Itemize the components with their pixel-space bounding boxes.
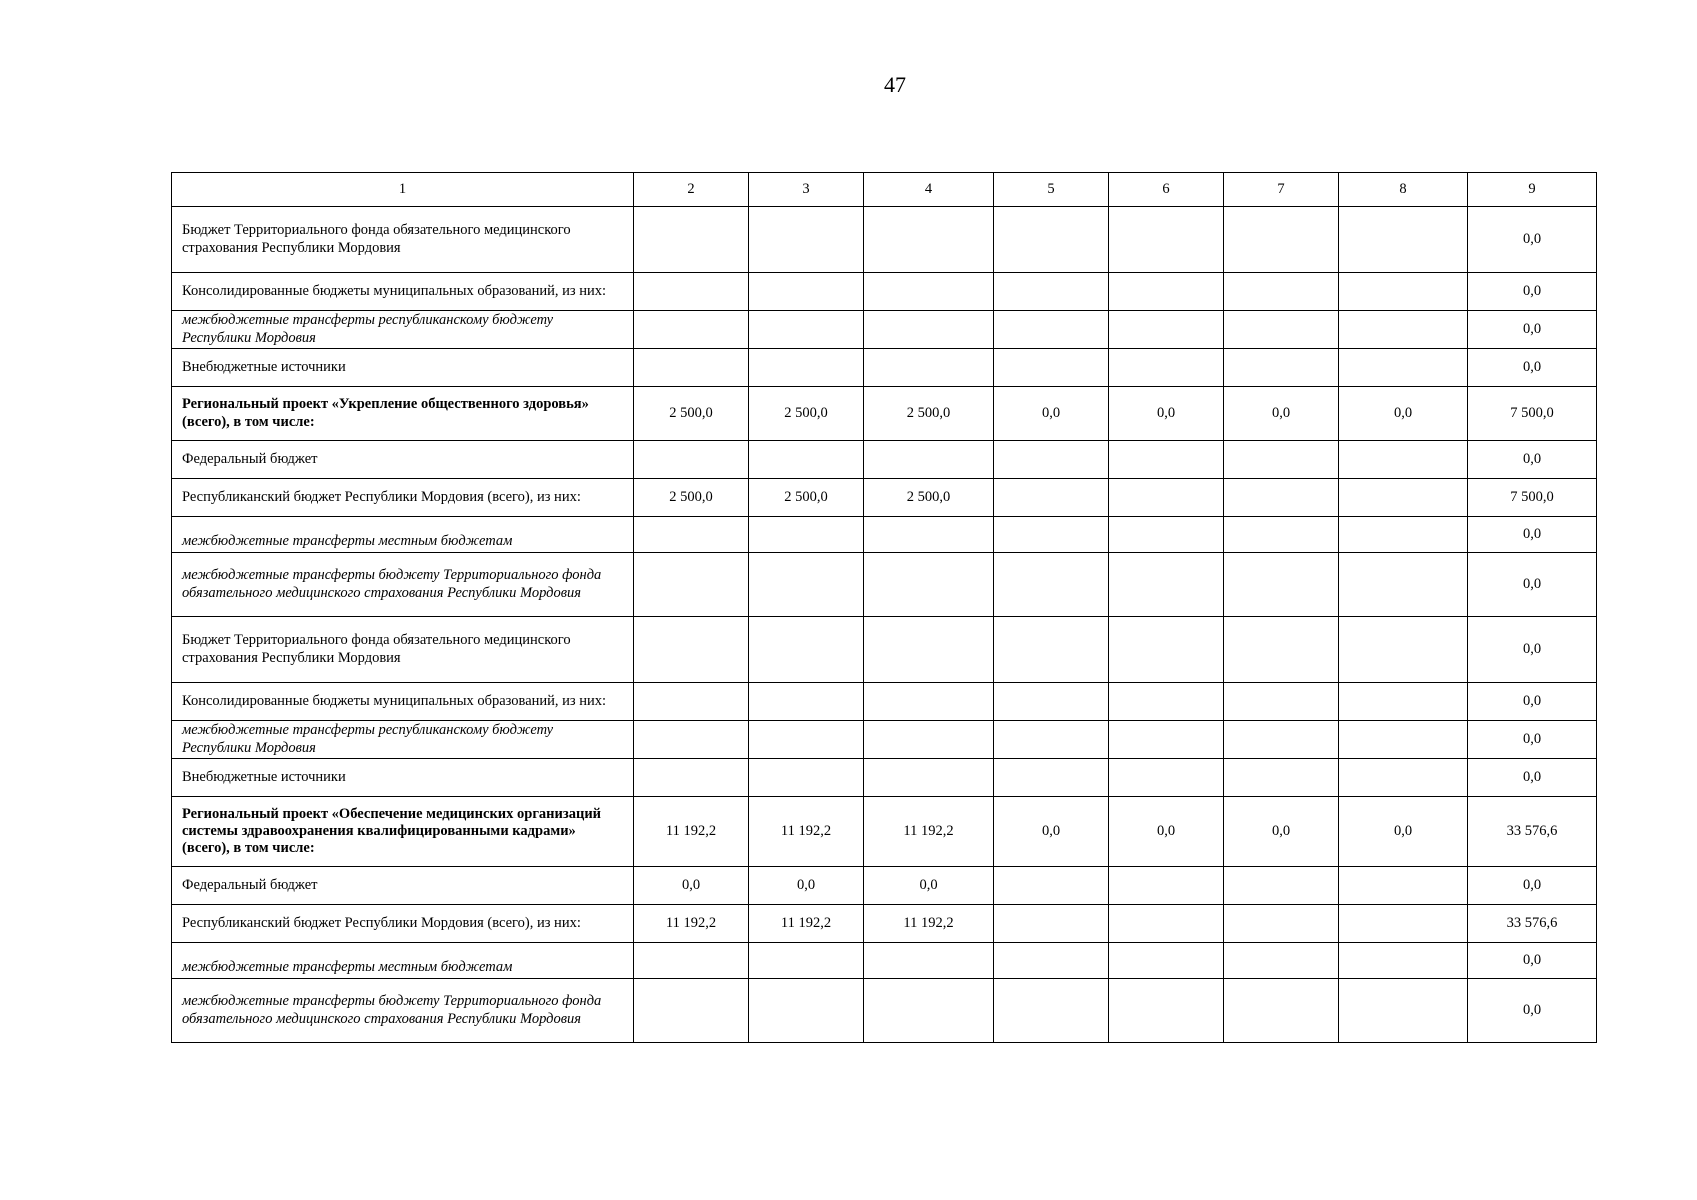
value-cell-col-9: 0,0 bbox=[1468, 441, 1597, 479]
value-cell-col-8 bbox=[1339, 553, 1468, 617]
value-cell-col-2 bbox=[634, 617, 749, 683]
column-header-7: 7 bbox=[1224, 173, 1339, 207]
value-cell-col-6 bbox=[1109, 759, 1224, 797]
value-cell-col-6 bbox=[1109, 683, 1224, 721]
value-cell-col-3 bbox=[749, 979, 864, 1043]
value-cell-col-5 bbox=[994, 311, 1109, 349]
row-label: Внебюджетные источники bbox=[172, 349, 634, 387]
column-header-4: 4 bbox=[864, 173, 994, 207]
value-cell-col-9: 7 500,0 bbox=[1468, 387, 1597, 441]
value-cell-col-7 bbox=[1224, 517, 1339, 553]
value-cell-col-4 bbox=[864, 273, 994, 311]
value-cell-col-8 bbox=[1339, 349, 1468, 387]
value-cell-col-7 bbox=[1224, 943, 1339, 979]
value-cell-col-4 bbox=[864, 553, 994, 617]
value-cell-col-4: 2 500,0 bbox=[864, 479, 994, 517]
value-cell-col-2 bbox=[634, 683, 749, 721]
value-cell-col-2 bbox=[634, 943, 749, 979]
row-label: межбюджетные трансферты бюджету Территориального фонда обязательного медицинского страхования Республики Мордовия bbox=[172, 553, 634, 617]
value-cell-col-6 bbox=[1109, 273, 1224, 311]
value-cell-col-6 bbox=[1109, 617, 1224, 683]
value-cell-col-4 bbox=[864, 349, 994, 387]
table-row bbox=[172, 867, 1597, 905]
value-cell-col-3: 0,0 bbox=[749, 867, 864, 905]
value-cell-col-2 bbox=[634, 441, 749, 479]
value-cell-col-3 bbox=[749, 721, 864, 759]
value-cell-col-2 bbox=[634, 759, 749, 797]
value-cell-col-2 bbox=[634, 273, 749, 311]
table-row bbox=[172, 759, 1597, 797]
value-cell-col-2 bbox=[634, 207, 749, 273]
value-cell-col-5 bbox=[994, 721, 1109, 759]
value-cell-col-2: 2 500,0 bbox=[634, 387, 749, 441]
value-cell-col-3: 2 500,0 bbox=[749, 387, 864, 441]
value-cell-col-2 bbox=[634, 979, 749, 1043]
row-label: Бюджет Территориального фонда обязательного медицинского страхования Республики Мордовия bbox=[172, 617, 634, 683]
budget-table bbox=[171, 172, 1597, 1043]
value-cell-col-9: 7 500,0 bbox=[1468, 479, 1597, 517]
row-label: Региональный проект «Обеспечение медицинских организаций системы здравоохранения квалифицированными кадрами» (всего), в том числе: bbox=[172, 797, 634, 867]
value-cell-col-6 bbox=[1109, 479, 1224, 517]
value-cell-col-5 bbox=[994, 349, 1109, 387]
value-cell-col-7 bbox=[1224, 441, 1339, 479]
value-cell-col-5 bbox=[994, 867, 1109, 905]
value-cell-col-8 bbox=[1339, 867, 1468, 905]
value-cell-col-6: 0,0 bbox=[1109, 797, 1224, 867]
table-row bbox=[172, 553, 1597, 617]
value-cell-col-4 bbox=[864, 721, 994, 759]
value-cell-col-9: 0,0 bbox=[1468, 683, 1597, 721]
value-cell-col-2: 11 192,2 bbox=[634, 797, 749, 867]
row-label: межбюджетные трансферты бюджету Территориального фонда обязательного медицинского страхования Республики Мордовия bbox=[172, 979, 634, 1043]
value-cell-col-6 bbox=[1109, 311, 1224, 349]
value-cell-col-7: 0,0 bbox=[1224, 387, 1339, 441]
table-row bbox=[172, 797, 1597, 867]
value-cell-col-7 bbox=[1224, 867, 1339, 905]
row-label: Региональный проект «Укрепление общественного здоровья» (всего), в том числе: bbox=[172, 387, 634, 441]
row-label: Консолидированные бюджеты муниципальных образований, из них: bbox=[172, 273, 634, 311]
value-cell-col-7: 0,0 bbox=[1224, 797, 1339, 867]
value-cell-col-8 bbox=[1339, 479, 1468, 517]
value-cell-col-9: 0,0 bbox=[1468, 979, 1597, 1043]
value-cell-col-3 bbox=[749, 273, 864, 311]
value-cell-col-9: 0,0 bbox=[1468, 867, 1597, 905]
row-label: межбюджетные трансферты республиканскому бюджету Республики Мордовия bbox=[172, 721, 634, 759]
value-cell-col-5 bbox=[994, 979, 1109, 1043]
value-cell-col-4 bbox=[864, 979, 994, 1043]
value-cell-col-8 bbox=[1339, 311, 1468, 349]
value-cell-col-8 bbox=[1339, 683, 1468, 721]
value-cell-col-4 bbox=[864, 617, 994, 683]
table-body bbox=[172, 173, 1597, 1043]
value-cell-col-8 bbox=[1339, 979, 1468, 1043]
row-label: межбюджетные трансферты республиканскому бюджету Республики Мордовия bbox=[172, 311, 634, 349]
value-cell-col-9: 0,0 bbox=[1468, 553, 1597, 617]
value-cell-col-7 bbox=[1224, 207, 1339, 273]
value-cell-col-6: 0,0 bbox=[1109, 387, 1224, 441]
value-cell-col-5 bbox=[994, 683, 1109, 721]
value-cell-col-6 bbox=[1109, 979, 1224, 1043]
value-cell-col-5 bbox=[994, 441, 1109, 479]
table-row bbox=[172, 479, 1597, 517]
value-cell-col-5 bbox=[994, 553, 1109, 617]
value-cell-col-4 bbox=[864, 759, 994, 797]
row-label: Бюджет Территориального фонда обязательного медицинского страхования Республики Мордовия bbox=[172, 207, 634, 273]
value-cell-col-4: 0,0 bbox=[864, 867, 994, 905]
value-cell-col-7 bbox=[1224, 759, 1339, 797]
value-cell-col-7 bbox=[1224, 273, 1339, 311]
value-cell-col-5: 0,0 bbox=[994, 387, 1109, 441]
value-cell-col-8 bbox=[1339, 517, 1468, 553]
value-cell-col-3 bbox=[749, 207, 864, 273]
value-cell-col-9: 0,0 bbox=[1468, 943, 1597, 979]
header-row bbox=[172, 173, 1597, 207]
value-cell-col-7 bbox=[1224, 617, 1339, 683]
value-cell-col-8 bbox=[1339, 759, 1468, 797]
value-cell-col-3 bbox=[749, 517, 864, 553]
value-cell-col-8 bbox=[1339, 721, 1468, 759]
value-cell-col-4: 11 192,2 bbox=[864, 905, 994, 943]
value-cell-col-9: 0,0 bbox=[1468, 273, 1597, 311]
value-cell-col-6 bbox=[1109, 553, 1224, 617]
value-cell-col-7 bbox=[1224, 721, 1339, 759]
value-cell-col-4: 2 500,0 bbox=[864, 387, 994, 441]
table-row bbox=[172, 273, 1597, 311]
value-cell-col-6 bbox=[1109, 943, 1224, 979]
value-cell-col-8: 0,0 bbox=[1339, 387, 1468, 441]
value-cell-col-5 bbox=[994, 479, 1109, 517]
value-cell-col-5 bbox=[994, 207, 1109, 273]
column-header-3: 3 bbox=[749, 173, 864, 207]
value-cell-col-7 bbox=[1224, 349, 1339, 387]
value-cell-col-6 bbox=[1109, 867, 1224, 905]
row-label: Федеральный бюджет bbox=[172, 441, 634, 479]
value-cell-col-6 bbox=[1109, 441, 1224, 479]
table-row bbox=[172, 617, 1597, 683]
table-row bbox=[172, 905, 1597, 943]
row-label: межбюджетные трансферты местным бюджетам bbox=[172, 943, 634, 979]
value-cell-col-5 bbox=[994, 273, 1109, 311]
table-row bbox=[172, 349, 1597, 387]
value-cell-col-5 bbox=[994, 617, 1109, 683]
value-cell-col-5: 0,0 bbox=[994, 797, 1109, 867]
value-cell-col-8 bbox=[1339, 273, 1468, 311]
column-header-2: 2 bbox=[634, 173, 749, 207]
value-cell-col-2 bbox=[634, 349, 749, 387]
value-cell-col-4 bbox=[864, 943, 994, 979]
value-cell-col-9: 33 576,6 bbox=[1468, 905, 1597, 943]
value-cell-col-5 bbox=[994, 759, 1109, 797]
value-cell-col-9: 0,0 bbox=[1468, 517, 1597, 553]
row-label: Консолидированные бюджеты муниципальных образований, из них: bbox=[172, 683, 634, 721]
table-row bbox=[172, 721, 1597, 759]
value-cell-col-4 bbox=[864, 311, 994, 349]
value-cell-col-7 bbox=[1224, 479, 1339, 517]
value-cell-col-3 bbox=[749, 349, 864, 387]
value-cell-col-8: 0,0 bbox=[1339, 797, 1468, 867]
value-cell-col-8 bbox=[1339, 943, 1468, 979]
value-cell-col-3: 11 192,2 bbox=[749, 905, 864, 943]
value-cell-col-4 bbox=[864, 517, 994, 553]
value-cell-col-3 bbox=[749, 759, 864, 797]
value-cell-col-2: 0,0 bbox=[634, 867, 749, 905]
value-cell-col-9: 33 576,6 bbox=[1468, 797, 1597, 867]
value-cell-col-9: 0,0 bbox=[1468, 721, 1597, 759]
value-cell-col-8 bbox=[1339, 905, 1468, 943]
value-cell-col-8 bbox=[1339, 617, 1468, 683]
value-cell-col-5 bbox=[994, 517, 1109, 553]
page-number: 47 bbox=[884, 72, 906, 97]
value-cell-col-3 bbox=[749, 943, 864, 979]
value-cell-col-9: 0,0 bbox=[1468, 311, 1597, 349]
row-label: межбюджетные трансферты местным бюджетам bbox=[172, 517, 634, 553]
value-cell-col-3: 11 192,2 bbox=[749, 797, 864, 867]
table-row bbox=[172, 207, 1597, 273]
value-cell-col-3 bbox=[749, 441, 864, 479]
value-cell-col-6 bbox=[1109, 349, 1224, 387]
value-cell-col-6 bbox=[1109, 517, 1224, 553]
value-cell-col-3 bbox=[749, 311, 864, 349]
value-cell-col-4 bbox=[864, 683, 994, 721]
value-cell-col-2: 2 500,0 bbox=[634, 479, 749, 517]
table-row bbox=[172, 979, 1597, 1043]
value-cell-col-7 bbox=[1224, 979, 1339, 1043]
column-header-1: 1 bbox=[172, 173, 634, 207]
value-cell-col-9: 0,0 bbox=[1468, 759, 1597, 797]
value-cell-col-4 bbox=[864, 207, 994, 273]
column-header-5: 5 bbox=[994, 173, 1109, 207]
value-cell-col-7 bbox=[1224, 683, 1339, 721]
value-cell-col-2 bbox=[634, 721, 749, 759]
column-header-6: 6 bbox=[1109, 173, 1224, 207]
value-cell-col-6 bbox=[1109, 207, 1224, 273]
table-row bbox=[172, 943, 1597, 979]
table-row bbox=[172, 387, 1597, 441]
row-label: Внебюджетные источники bbox=[172, 759, 634, 797]
value-cell-col-2: 11 192,2 bbox=[634, 905, 749, 943]
table-row bbox=[172, 311, 1597, 349]
column-header-8: 8 bbox=[1339, 173, 1468, 207]
value-cell-col-6 bbox=[1109, 905, 1224, 943]
value-cell-col-8 bbox=[1339, 207, 1468, 273]
value-cell-col-3: 2 500,0 bbox=[749, 479, 864, 517]
value-cell-col-6 bbox=[1109, 721, 1224, 759]
value-cell-col-4: 11 192,2 bbox=[864, 797, 994, 867]
value-cell-col-7 bbox=[1224, 905, 1339, 943]
table-row bbox=[172, 683, 1597, 721]
value-cell-col-5 bbox=[994, 943, 1109, 979]
table-row bbox=[172, 517, 1597, 553]
value-cell-col-8 bbox=[1339, 441, 1468, 479]
value-cell-col-2 bbox=[634, 553, 749, 617]
value-cell-col-2 bbox=[634, 311, 749, 349]
value-cell-col-9: 0,0 bbox=[1468, 617, 1597, 683]
value-cell-col-3 bbox=[749, 617, 864, 683]
table-row bbox=[172, 441, 1597, 479]
value-cell-col-7 bbox=[1224, 553, 1339, 617]
row-label: Республиканский бюджет Республики Мордовия (всего), из них: bbox=[172, 905, 634, 943]
row-label: Федеральный бюджет bbox=[172, 867, 634, 905]
value-cell-col-9: 0,0 bbox=[1468, 207, 1597, 273]
value-cell-col-3 bbox=[749, 553, 864, 617]
row-label: Республиканский бюджет Республики Мордовия (всего), из них: bbox=[172, 479, 634, 517]
value-cell-col-2 bbox=[634, 517, 749, 553]
column-header-9: 9 bbox=[1468, 173, 1597, 207]
value-cell-col-5 bbox=[994, 905, 1109, 943]
value-cell-col-3 bbox=[749, 683, 864, 721]
value-cell-col-4 bbox=[864, 441, 994, 479]
value-cell-col-7 bbox=[1224, 311, 1339, 349]
value-cell-col-9: 0,0 bbox=[1468, 349, 1597, 387]
